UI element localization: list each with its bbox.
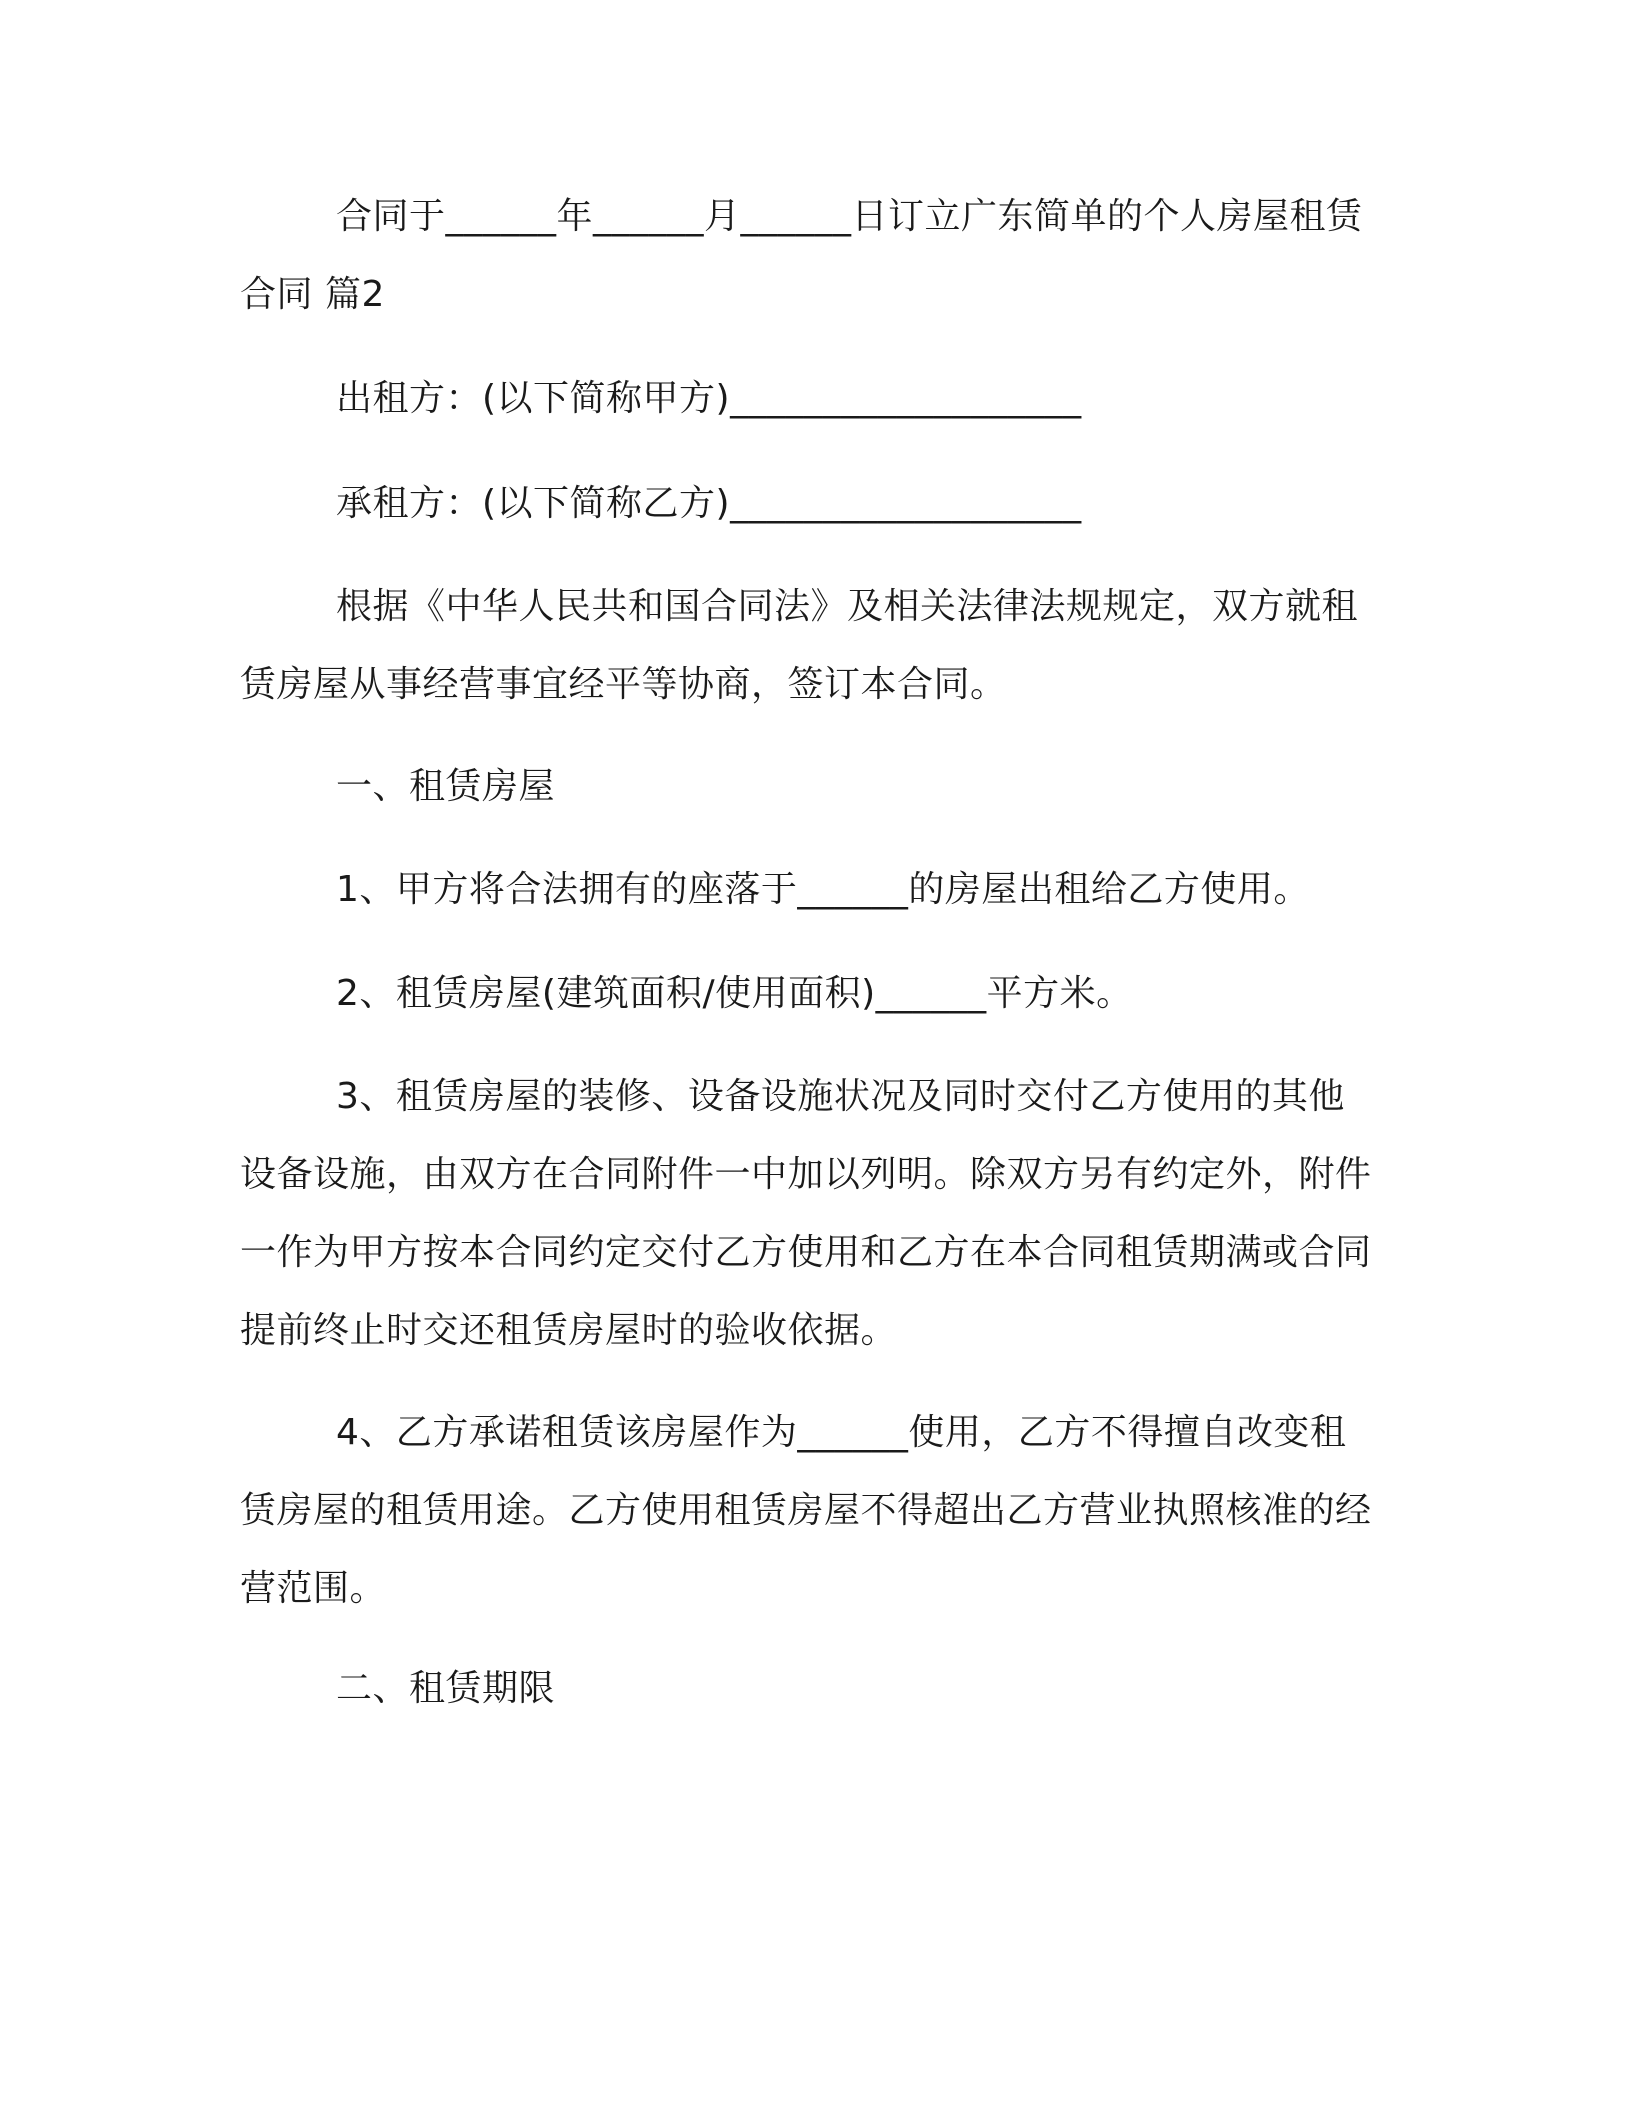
legal-basis-paragraph: 根据《中华人民共和国合同法》及相关法律法规规定，双方就租赁房屋从事经营事宜经平等协商，签订本合同。 bbox=[240, 586, 1359, 705]
lessee-line: 承租方：(以下简称乙方)___________________ bbox=[336, 483, 1082, 524]
section-heading-leased-property: 一、租赁房屋 bbox=[336, 766, 556, 807]
lessor-line: 出租方：(以下简称甲方)___________________ bbox=[336, 378, 1082, 419]
clause-3-fixtures: 3、租赁房屋的装修、设备设施状况及同时交付乙方使用的其他设备设施，由双方在合同附件一中加以列明。除双方另有约定外，附件一作为甲方按本合同约定交付乙方使用和乙方在本合同租赁期满或合同提前终止时交还租赁房屋时的验收依据。 bbox=[240, 1076, 1372, 1351]
clause-1-location: 1、甲方将合法拥有的座落于______的房屋出租给乙方使用。 bbox=[336, 869, 1310, 910]
clause-4-usage: 4、乙方承诺租赁该房屋作为______使用，乙方不得擅自改变租赁房屋的租赁用途。乙方使用租赁房屋不得超出乙方营业执照核准的经营范围。 bbox=[240, 1412, 1372, 1609]
section-heading-lease-term: 二、租赁期限 bbox=[336, 1668, 556, 1709]
clause-2-area: 2、租赁房屋(建筑面积/使用面积)______平方米。 bbox=[336, 973, 1133, 1014]
contract-date-paragraph: 合同于______年______月______日订立广东简单的个人房屋租赁合同 篇2 bbox=[240, 196, 1363, 315]
